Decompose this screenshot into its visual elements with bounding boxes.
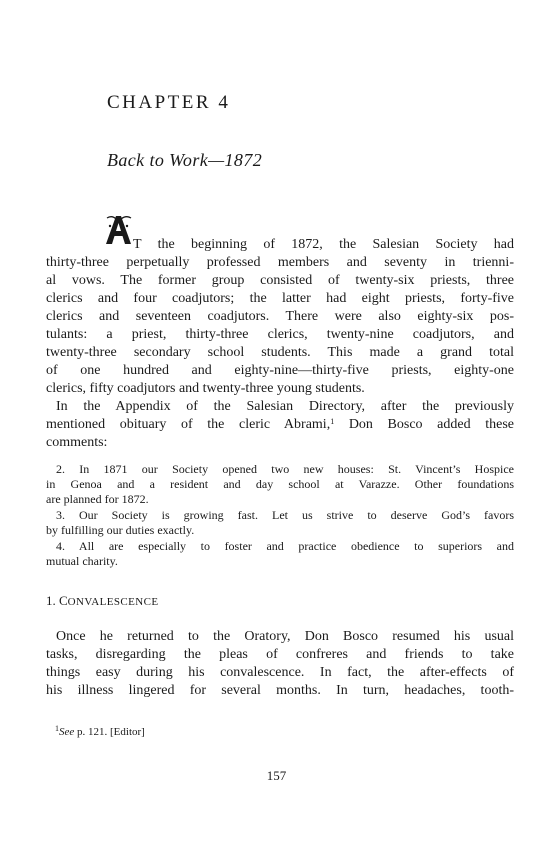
text-line: thirty-three perpetually professed members and seventy in trienni- xyxy=(46,255,514,270)
text-line xyxy=(46,416,514,434)
footnote-ref-1[interactable]: 1 xyxy=(330,417,335,426)
section-title-rest: ONVALESCENCE xyxy=(67,596,159,608)
text-line: comments: xyxy=(46,435,108,450)
page-number: 157 xyxy=(266,768,287,783)
text-line: things easy during his convalescence. In fact, the after-effects of xyxy=(46,665,514,680)
text-line: of one hundred and eighty-nine—thirty-five priests, eighty-one xyxy=(46,363,514,378)
quote-line: in Genoa and a resident and day school at Varazze. Other foundations xyxy=(46,477,514,491)
text-line: clerics, fifty coadjutors and twenty-three young students. xyxy=(46,381,365,396)
chapter-heading: CHAPTER 4 xyxy=(107,92,231,113)
footnote-see: See xyxy=(59,726,75,738)
quote-line: 3. Our Society is growing fast. Let us strive to deserve God’s favors xyxy=(56,508,514,522)
footnote-marker: 1 xyxy=(55,724,59,733)
text-line: tasks, disregarding the pleas of confreres and friends to take xyxy=(46,647,514,662)
quote-line: by fulfilling our duties exactly. xyxy=(46,523,195,537)
section-heading xyxy=(46,593,158,609)
footnote xyxy=(55,726,145,738)
text-line: twenty-three secondary school students. This made a grand total xyxy=(46,345,514,360)
chapter-title: Back to Work—1872 xyxy=(107,150,263,170)
text-line: al vows. The former group consisted of twenty-six priests, three xyxy=(46,273,514,288)
text-line: Once he returned to the Oratory, Don Bosco resumed his usual xyxy=(56,629,514,644)
section-title-initial: C xyxy=(59,593,68,608)
text-span: mentioned obituary of the cleric Abrami, xyxy=(46,417,331,432)
quote-line: are planned for 1872. xyxy=(46,492,149,506)
quote-line: 2. In 1871 our Society opened two new houses: St. Vincent’s Hospice xyxy=(56,462,514,476)
text-line: his illness lingered for several months. In turn, headaches, tooth- xyxy=(46,683,514,698)
dropcap-a-icon xyxy=(104,214,133,245)
section-number: 1. xyxy=(46,593,56,608)
paragraph-1-first-line: T the beginning of 1872, the Salesian Society had xyxy=(133,237,514,252)
text-line: clerics and seventeen coadjutors. There were also eighty-six pos- xyxy=(46,309,514,324)
text-span: Don Bosco added these xyxy=(334,417,514,432)
text-line: In the Appendix of the Salesian Directory, after the previously xyxy=(56,399,514,414)
text-line: tulants: a priest, thirty-three clerics, twenty-nine coadjutors, and xyxy=(46,327,514,342)
quote-line: 4. All are especially to foster and practice obedience to superiors and xyxy=(56,539,514,553)
quote-line: mutual charity. xyxy=(46,554,118,568)
text-line: clerics and four coadjutors; the latter had eight priests, forty-five xyxy=(46,291,514,306)
footnote-text: p. 121. [Editor] xyxy=(74,726,145,738)
